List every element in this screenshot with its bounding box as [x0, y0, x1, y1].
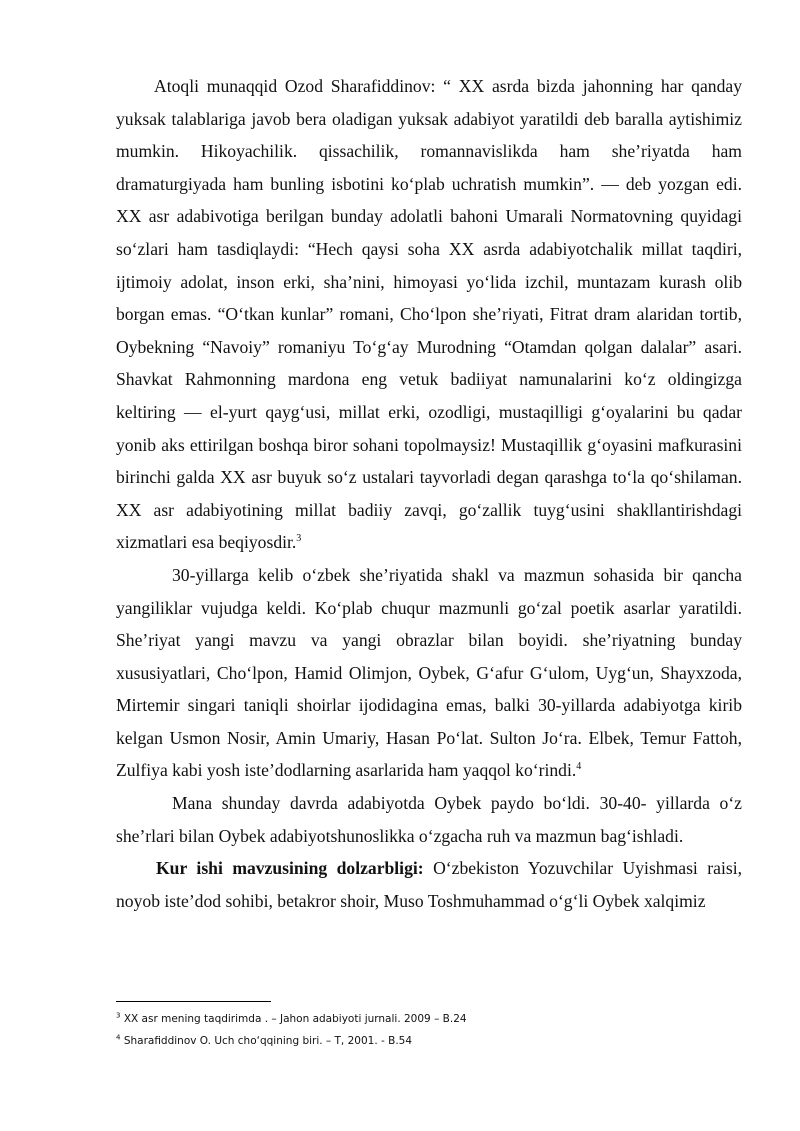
footnote-text: XX asr mening taqdirimda . – Jahon adabiyoti jurnali. 2009 – B.24: [123, 1013, 467, 1025]
footnote-reference: 3: [296, 533, 302, 545]
paragraph-text: Atoqli munaqqid Ozod Sharafiddinov: “ XX asrda bizda jahonning har qanday yuksak talablariga javob bera oladigan yuksak adabiyot yaratildi deb baralla aytishimiz mumkin. Hikoyachilik. qissachilik, romannavislikda ham she’riyatda ham dramaturgiyada ham bunling isbotini ko‘plab uchratish mumkin”. — deb yozgan edi. XX asr adabivotiga berilgan bunday adolatli bahoni Umarali Normatovning quyidagi so‘zlari ham tasdiqlaydi: “Hech qaysi soha XX asrda adabiyotchalik millat taqdiri, ijtimoiy adolat, inson erki, sha’nini, himoyasi yo‘lida izchil, muntazam kurash olib borgan emas. “O‘tkan kunlar” romani, Cho‘lpon she’riyati, Fitrat dram alaridan tortib, Oybekning “Navoiy” romaniyu To‘g‘ay Murodning “Otamdan qolgan dalalar” asari. Shavkat Rahmonning mardona eng vetuk badiiyat namunalarini ko‘z oldingizga keltiring — el-yurt qayg‘usi, millat erki, ozodligi, mustaqilligi g‘oyalarini bu qadar yonib aks ettirilgan boshqa biror sohani topolmaysiz! Mustaqillik g‘oyasini mafkurasini birinchi galda XX asr buyuk so‘z ustalari tayvorladi degan qarashga to‘la qo‘shilaman. XX asr adabiyotining millat badiiy zavqi, go‘zallik tuyg‘usini shakllantirishdagi xizmatlari esa beqiyosdir.: [116, 76, 742, 553]
footnote-reference: 4: [576, 761, 582, 773]
footnote-separator: [116, 1001, 271, 1002]
footnotes: [116, 1008, 742, 1052]
paragraph-text: Mana shunday davrda adabiyotda Oybek paydo bo‘ldi. 30-40- yillarda o‘z she’rlari bilan Oybek adabiyotshunoslikka o‘zgacha ruh va mazmun bag‘ishladi.: [116, 793, 742, 846]
footnote-number: 4: [116, 1033, 121, 1042]
paragraph-text: O‘zbekiston Yozuvchilar Uyishmasi raisi, noyob iste’dod sohibi, betakror shoir, Muso Toshmuhammad o‘g‘li Oybek xalqimiz: [116, 858, 742, 911]
paragraph: [116, 852, 742, 917]
footnote-number: 3: [116, 1011, 121, 1020]
paragraph-text: 30-yillarga kelib o‘zbek she’riyatida shakl va mazmun sohasida bir qancha yangiliklar vujudga keldi. Ko‘plab chuqur mazmunli go‘zal poetik asarlar yaratildi. She’riyat yangi mavzu va yangi obrazlar bilan boyidi. she’riyatning bunday xususiyatlari, Cho‘lpon, Hamid Olimjon, Oybek, G‘afur G‘ulom, Uyg‘un, Shayxzoda, Mirtemir singari taniqli shoirlar ijodidagina emas, balki 30-yillarda adabiyotga kirib kelgan Usmon Nosir, Amin Umariy, Hasan Po‘lat. Sulton Jo‘ra. Elbek, Temur Fattoh, Zulfiya kabi yosh iste’dodlarning asarlarida ham yaqqol ko‘rindi.: [116, 564, 742, 781]
footnote: [116, 1030, 742, 1052]
body-text: [116, 70, 742, 917]
footnote: [116, 1008, 742, 1030]
section-heading-inline: Kur ishi mavzusining dolzarbligi:: [156, 858, 424, 879]
paragraph: [116, 70, 742, 559]
footnote-text: Sharafiddinov O. Uch cho‘qqining biri. – T, 2001. - B.54: [123, 1035, 413, 1047]
paragraph: [116, 559, 742, 787]
paragraph: [116, 787, 742, 852]
